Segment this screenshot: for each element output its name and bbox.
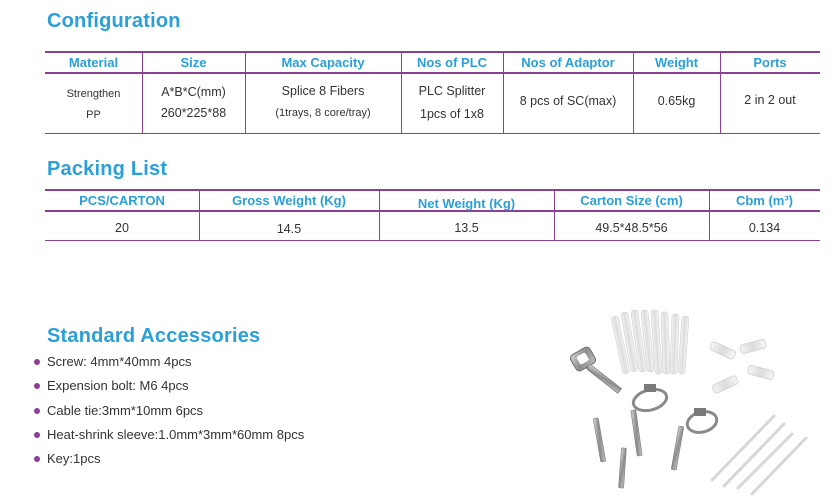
cell-material <box>45 84 142 126</box>
header-net-weight: Net Weight (Kg) <box>417 196 516 211</box>
accessory-text: Key:1pcs <box>47 451 101 467</box>
capacity-line: Splice 8 Fibers <box>281 84 365 98</box>
header-material: Material <box>68 55 119 70</box>
list-item <box>34 352 304 376</box>
header-pcs-carton: PCS/CARTON <box>79 193 165 208</box>
bullet-icon <box>34 408 40 414</box>
cell-max-capacity <box>245 81 401 125</box>
accessories-heading: Standard Accessories <box>47 325 261 347</box>
accessory-text: Screw: 4mm*40mm 4pcs <box>47 354 192 369</box>
cell-weight: 0.65kg <box>657 94 696 108</box>
clamp-screw <box>694 408 706 416</box>
list-item <box>34 376 304 400</box>
header-ports: Ports <box>753 55 787 70</box>
list-item <box>34 449 304 473</box>
cell-carton-size: 49.5*48.5*56 <box>595 221 668 235</box>
material-line: Strengthen <box>66 88 121 100</box>
header-nos-adaptor: Nos of Adaptor <box>521 55 615 70</box>
packing-bottom-rule <box>45 240 820 241</box>
bullet-icon <box>34 456 40 462</box>
accessory-text: Expension bolt: M6 4pcs <box>47 378 189 394</box>
list-item <box>34 425 304 449</box>
configuration-heading: Configuration <box>47 10 181 32</box>
accessory-text: Cable tie:3mm*10mm 6pcs <box>47 402 204 418</box>
header-max-capacity: Max Capacity <box>281 55 365 70</box>
material-line: PP <box>86 109 101 121</box>
packing-header-row <box>45 189 820 212</box>
clamp-screw <box>644 384 656 392</box>
screw-icon <box>593 410 684 488</box>
configuration-bottom-rule <box>45 133 820 134</box>
packing-list-heading: Packing List <box>47 158 168 180</box>
capacity-note: (1trays, 8 core/tray) <box>275 107 371 119</box>
accessories-photo <box>562 298 832 498</box>
cell-nos-adaptor: 8 pcs of SC(max) <box>519 94 617 108</box>
accessories-list <box>34 352 304 473</box>
plc-line: PLC Splitter <box>418 84 486 98</box>
size-line: A*B*C(mm) <box>161 85 226 99</box>
header-carton-size: Carton Size (cm) <box>580 193 683 208</box>
plc-line: 1pcs of 1x8 <box>420 107 484 121</box>
header-nos-plc: Nos of PLC <box>416 55 488 70</box>
cell-nos-plc <box>401 80 503 126</box>
cable-tie-icon <box>712 416 806 494</box>
size-line: 260*225*88 <box>160 106 227 120</box>
header-weight: Weight <box>654 55 699 70</box>
cell-cbm: 0.134 <box>748 221 781 235</box>
cell-ports: 2 in 2 out <box>744 93 796 107</box>
expansion-bolt-icon <box>709 339 774 394</box>
cell-size <box>142 82 245 124</box>
list-item <box>34 401 304 425</box>
bullet-icon <box>34 383 40 389</box>
column-divider <box>503 51 504 133</box>
configuration-header-row <box>45 51 820 74</box>
cell-pcs-carton: 20 <box>115 221 129 235</box>
header-gross-weight: Gross Weight (Kg) <box>232 193 346 208</box>
heat-shrink-sleeves <box>611 310 689 374</box>
column-divider <box>633 51 634 133</box>
cell-gross-weight: 14.5 <box>276 222 302 236</box>
accessory-text: Heat-shrink sleeve:1.0mm*3mm*60mm 8pcs <box>47 426 305 442</box>
column-divider <box>720 51 721 133</box>
key-icon <box>569 346 622 394</box>
bullet-icon <box>34 359 40 365</box>
header-cbm: Cbm (m³) <box>735 193 794 208</box>
bullet-icon <box>34 432 40 438</box>
cell-net-weight: 13.5 <box>454 221 479 235</box>
header-size: Size <box>180 55 207 70</box>
